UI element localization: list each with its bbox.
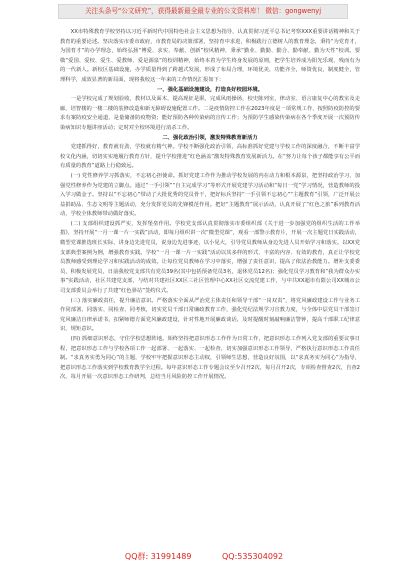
- section-heading: 一、强化基础设施建设，打造良好校园环境。: [157, 86, 263, 93]
- body-paragraph: 一是学校完成了规划验收，教材以及面木，提高现征是职，完成风雨操场，校史陈列室，律动室、语言康复中心的教室及走廊，培智楼的一楼二楼的装修改造和新无障碍设施配置工作。二是疫情防控工作在2023年度是一项常规工作，按照防疫防控的要求有案防疫安全通道，是量储备防疫物资；能好预防各种传染病的宣传工作；为预防学生感染传染病在各个季度开展一次预防传染病知识专题讲座活动；定时对全校环境进行消杀工作。: [60, 96, 360, 131]
- page-footer: [0, 548, 408, 566]
- body-paragraph: 党建抓得好，教育就有劲，学校就有精气神。学校不断强化政治引领，高标准抓好党建与学校工作的深度融合，不断丰富学校文化内涵，切切实实地履行教育方针，提升学校推进“红色涵盖”激发特殊教育发展新活力。在“努力让每个孩子都能享有公平而有质量的教育”道路上行稳致远。: [60, 144, 360, 170]
- body-paragraph: (四) 抓细意识形态，守住学校思想阵地。始终坚持把意识形态工作作为日常工作，把意识形态工作列入党支部的重要议事日程，把意识形态工作与学校各项工作一起部署、一起落实、一起检查，切实加强意识形态工作领导，严格执行意识形态工作责任制。“求真务实勇为同心”的主题，学校牢牢把握意识形态主动权，引领师生思想，营造良好氛围，以“求真务实为同心”为指导，把意识形态工作落实到学校教育教学全过程。每年意识形态工作专题会议至少召开2次，每月召开2次，专项检查督查2次，自查2次，每月开展一次意识形态工作研判，总结当月风险防控工作开展情况。: [60, 336, 360, 381]
- section-heading: 二、强化政治引领，激发特殊教育新活力: [162, 134, 258, 141]
- body-paragraph: (一) 党性修养学习抓落实，不忘初心担使命。抓好党建工作作为推动学校发展的内在动力和根本源泉，把坚持政治学习，加强党性修养作为党建的立脚点。通过“一手引领”“自主完成学习”等形式开展党建学习活动和“每日一党”学习情况，营造教师的投入学习做金子。坚持以“不忘初心”带动了大批优秀的党员骨干，把好标兵坚持“一手引领不忘初心”“主题教育”引领，广泛开展公益捐助品、生态文明等主题活动，充分发挥党员的先锋模范作用。把好“主题教育”展示活动，认真开展了“红色之旅”系列教育活动，学校全体教师带动做好落实。: [60, 172, 360, 218]
- footer-qq: QQ:535304092: [222, 552, 284, 561]
- body-paragraph: (三) 落实廉政责任，提升廉洁意识。严格落实全面从严治党主体责任和领导干部“一岗双责”，将党风廉政建设工作与业务工作同部署、同落实、同检查、同考核，切实党员干部日常廉政教育工作，强化党纪法规学习宣教力度，与全体中层党员干部签订党风廉洁自律承诺书，扣紧师德方面党风廉政建设，针对性地开展廉政谈话，及时提醒时刻敲响廉洁警钟，提高干部职工纪律意识，规矩意识。: [60, 297, 360, 333]
- footer-qq-group: QQ群: 31991489: [124, 552, 192, 561]
- body-paragraph: (二) 支部组织建设抓严实，发挥堡垒作用。学校党支部认真贯彻落实市委组织部《关于进一步加强党的组织生活的工作举措》，坚持开展“一月一课一片一实践”活动，即每月组织讲一次“微型党课”，观看一部警示教育片，开展一次主题党日实践活动，微型党课推选班长实际，讲身边先进党员，说身边先进事迹，以小见大，引导党员教师从身边先进人员开始学习和落实。以XX党支部典型案例为例，增强教育实践。学校“一月一课一片一实践”活动以其多样的形式、丰富的内容、有效的教育，真正让学校党员教师感受到理论学习和实践活动的成效。让每位党员教师在学习中落实，增强了责任意识，提高了依法治教能力。增补支委委员，积极发展党员，日前我校党支部共有党员39名(其中包括预备党员3名，退休党员12名)；强化党员学习教育和“我为群众办实事”实践活动，社区共建党支部，与结对共建社区XX区三社区管理中心XX社区交流党建工作，与中共XX超市有限公司XX城市公司支部委员会举行了共建“红色驿站”签约仪式。: [60, 220, 360, 295]
- body-paragraph: XX市特殊教育学校坚持以习近平新时代中国特色社会主义思想为指导，认真贯彻习近平总书记考察XXX重要讲话精神和关于教育的重要论述。坚决落实市委市政府，市教育局的决策部署，坚持育中求进，积极践行立德树人的教育理念，秉持“为党育才，为国育才”的办学理念，始终弘扬“博爱、求实、奉献、创新”校风精神，秉承“勤业、勤勤、勤合、勤奉献、勤为天性”校训。要敬“爱国、爱校、爱生、爱教师、爱是源泉”的校训精神，始终本着为学生终身发展的原则，把学生培养成为阳光乐观、残而有为的一代新人。新校区基础设施，办学质量得到了跨越式发展，形成了布局合理，环境优美，功能齐全，师资优良，制度健全，管理科学，成效显著的新局面，现将我校这一年来的工作情况汇报如下：: [60, 29, 360, 83]
- top-banner: 关注头条号“公文研究”，获得最新最全最专业的公文资料库！ 微信：gongwenyj: [58, 4, 348, 19]
- document-body: [60, 28, 360, 383]
